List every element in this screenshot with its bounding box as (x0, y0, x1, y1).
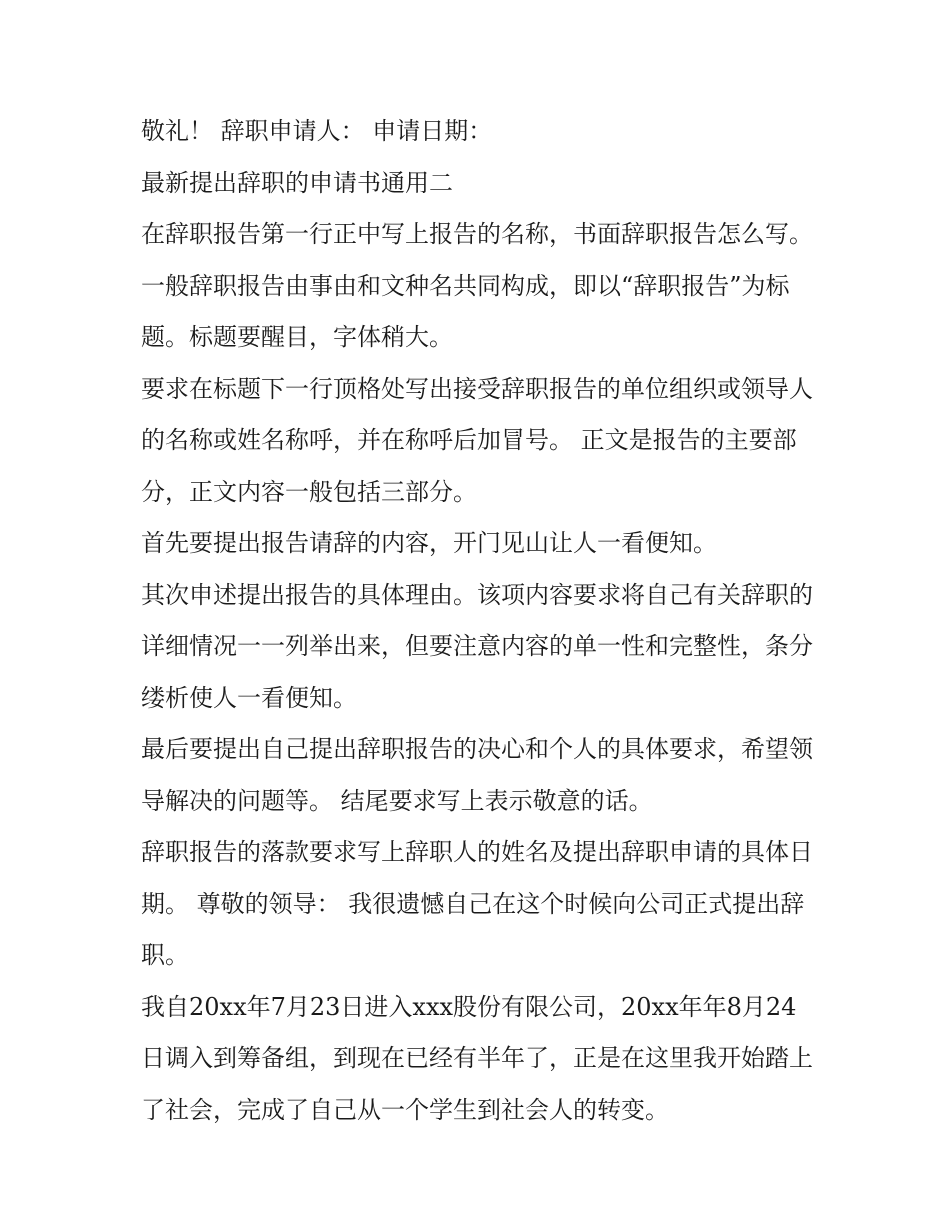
paragraph-addressee-instructions: 要求在标题下一行顶格处写出接受辞职报告的单位组织或领导人的名称或姓名称呼，并在称呼后加冒号。 正文是报告的主要部分，正文内容一般包括三部分。 (141, 374, 813, 506)
paragraph-section-title: 最新提出辞职的申请书通用二 (141, 168, 453, 197)
paragraph-title-instructions: 在辞职报告第一行正中写上报告的名称，书面辞职报告怎么写。一般辞职报告由事由和文种名共同构成，即以“辞职报告”为标题。标题要醒目，字体稍大。 (141, 220, 813, 351)
paragraph-closing-salutation: 敬礼！ 辞职申请人： 申请日期： (141, 117, 493, 145)
paragraph-letter-body: 我自20xx年7月23日进入xxx股份有限公司，20xx年年8月24日调入到筹备组，到现在已经有半年了，正是在这里我开始踏上了社会，完成了自己从一个学生到社会人的转变。 (141, 992, 813, 1124)
paragraph-final-step: 最后要提出自己提出辞职报告的决心和个人的具体要求，希望领导解决的问题等。 结尾要求写上表示敬意的话。 (141, 735, 813, 815)
paragraph-first-step: 首先要提出报告请辞的内容，开门见山让人一看便知。 (141, 529, 717, 557)
paragraph-signature-instructions: 辞职报告的落款要求写上辞职人的姓名及提出辞职申请的具体日期。 尊敬的领导： 我很遗憾自己在这个时候向公司正式提出辞职。 (141, 838, 813, 969)
paragraph-second-step: 其次申述提出报告的具体理由。该项内容要求将自己有关辞职的详细情况一一列举出来，但要注意内容的单一性和完整性，条分缕析使人一看便知。 (141, 580, 813, 712)
